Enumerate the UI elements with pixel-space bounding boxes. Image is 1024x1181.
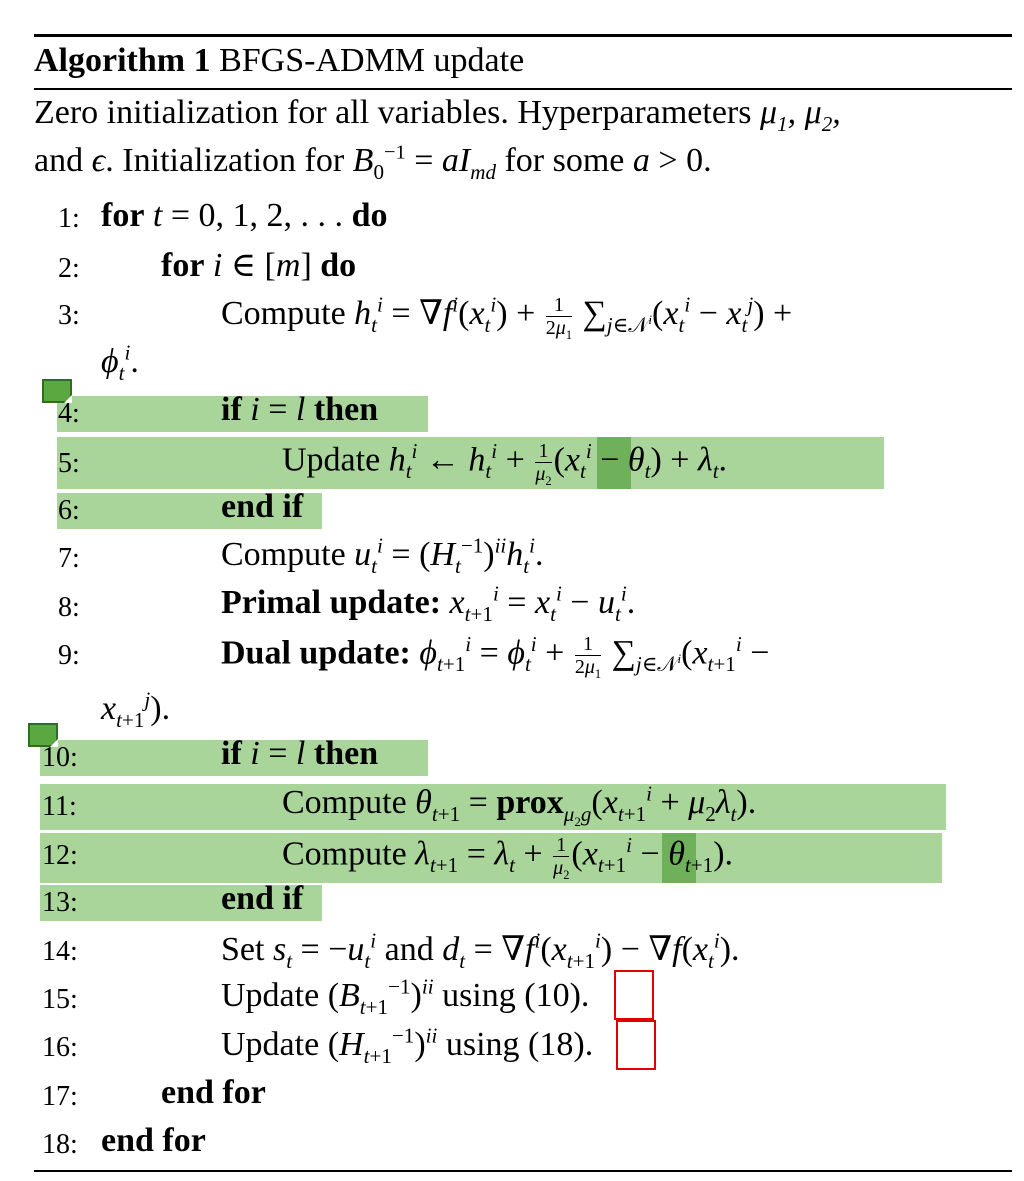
line-18: end for (101, 1122, 206, 1159)
line-2: for i ∈ [m] do (161, 247, 357, 284)
line-3: Compute $h_t^i = \nabla f^i(x_t^i)$ + $\frac{1}{2\mu_1}$ $\sum_{j\in 𝒩^i}(x_t^i - x_t^j)$ + (221, 292, 793, 342)
line-number: 18: (42, 1129, 78, 1160)
line-number: 14: (42, 936, 78, 967)
line-14: Set $s_t = -u_t^i$ and $d_t = \nabla f^i(x_{t+1}^i) - \nabla f(x_t^i)$. (221, 928, 740, 973)
line-9-cont: $x_{t+1}^j$). (101, 687, 171, 732)
line-number: 6: (58, 495, 80, 526)
line-number: 10: (42, 742, 78, 773)
line-number: 17: (42, 1081, 78, 1112)
algorithm-label: Algorithm 1 (34, 42, 211, 79)
line-9: Dual update: $\phi_{t+1}^i = \phi_t^i$ + $\frac{1}{2\mu_1}$ $\sum_{j\in 𝒩^i}(x_{t+1}^i$ − (221, 631, 770, 681)
equation-ref-10[interactable]: 10 (535, 977, 570, 1014)
header-rule (34, 88, 1012, 90)
line-12: Compute $\lambda_{t+1} = \lambda_t$ + $\frac{1}{\mu_2}$ $(x_{t+1}^i - \theta_{t+1})$. (282, 832, 734, 882)
intro-line-1: Zero initialization for all variables. Hyperparameters $\mu_1$, $\mu_2$, (34, 94, 841, 136)
line-17: end for (161, 1074, 266, 1111)
bottom-rule (34, 1170, 1012, 1172)
line-6: end if (221, 488, 304, 525)
line-5: Update $h_t^i$ ← $h_t^i$ + $\frac{1}{\mu_2}$ $(x_t^i - \theta_t) + \lambda_t$. (282, 438, 728, 488)
line-4: if i = l then (221, 391, 379, 428)
line-number: 12: (42, 840, 78, 871)
line-11: Compute $\theta_{t+1}$ = $prox_{\mu_2g}(x_{t+1}^i + \mu_2\lambda_t)$. (282, 781, 757, 829)
line-15: Update $(B_{t+1}^{-1})^{ii}$ using (10). (221, 974, 590, 1019)
line-number: 15: (42, 984, 78, 1015)
line-number: 5: (58, 448, 80, 479)
line-13: end if (221, 880, 304, 917)
ref-box-18[interactable] (616, 1020, 656, 1070)
line-number: 1: (58, 203, 80, 234)
ref-box-10[interactable] (614, 970, 654, 1020)
line-number: 11: (42, 791, 77, 822)
line-1: for t = 0, 1, 2, . . . do (101, 197, 388, 234)
line-16: Update $(H_{t+1}^{-1})^{ii}$ using (18). (221, 1023, 594, 1068)
intro-line-2: and ϵ. Initialization for $B_0^{-1} = aI_{md}$ for some a > 0. (34, 141, 712, 184)
line-number: 3: (58, 300, 80, 331)
algorithm-title: BFGS-ADMM update (219, 42, 525, 79)
line-number: 8: (58, 592, 80, 623)
line-number: 2: (58, 253, 80, 284)
line-number: 16: (42, 1032, 78, 1063)
line-number: 9: (58, 640, 80, 671)
line-10: if i = l then (221, 735, 379, 772)
line-number: 13: (42, 887, 78, 918)
line-number: 7: (58, 543, 80, 574)
line-number: 4: (58, 398, 80, 429)
top-rule (34, 34, 1012, 37)
algorithm-header (34, 42, 524, 80)
line-8: Primal update: $x_{t+1}^i = x_t^i - u_t^i$. (221, 581, 636, 626)
line-3-cont: $\phi_t^i$. (101, 340, 139, 385)
line-7: Compute $u_t^i = (H_t^{-1})^{ii}h_t^i$. (221, 533, 544, 578)
equation-ref-18[interactable]: 18 (539, 1026, 574, 1063)
